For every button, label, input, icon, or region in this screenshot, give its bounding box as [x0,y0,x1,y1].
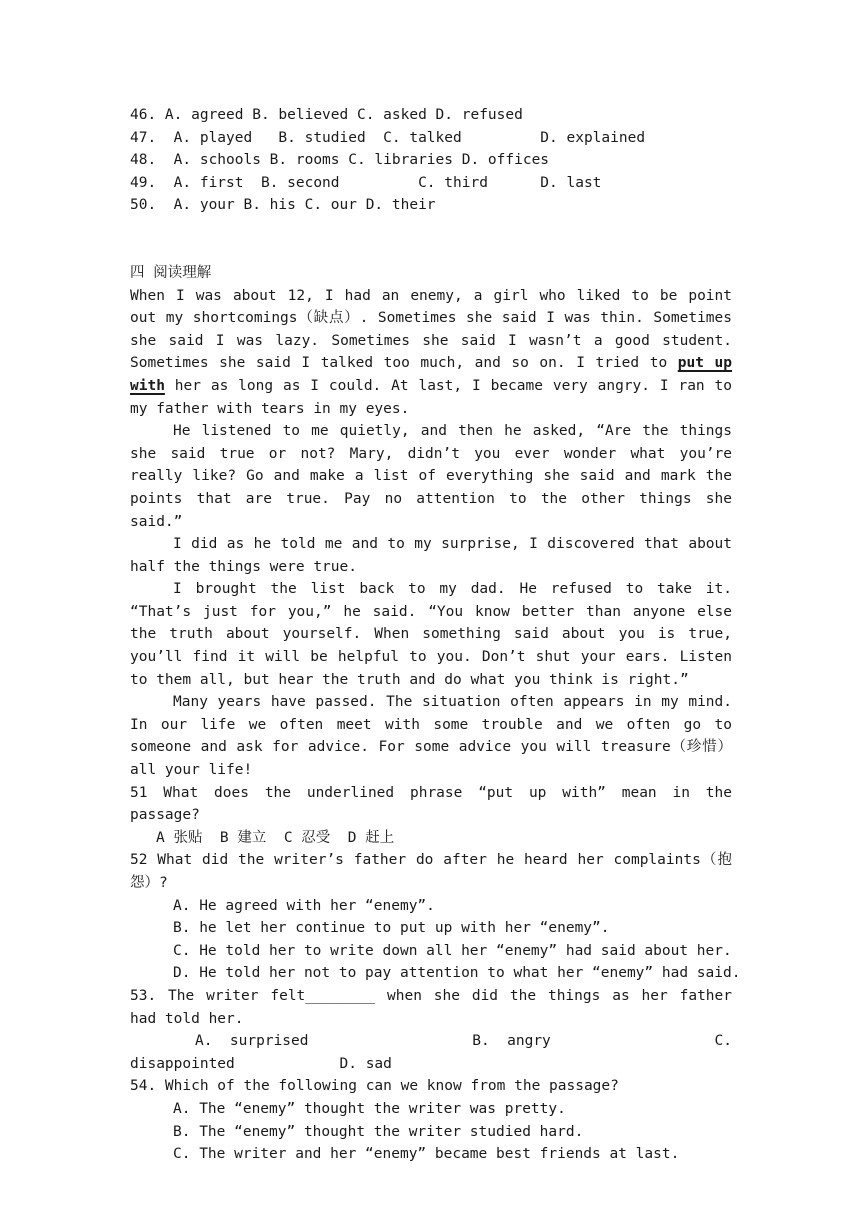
cloze-option-49: 49. A. first B. second C. third D. last [130,174,602,191]
option-c: C. The writer and her “enemy” became best friends at last. [173,1146,680,1163]
question-51 [130,782,732,850]
exam-page [130,104,741,1166]
passage-text: When I was about 12, I had an enemy, a girl who liked to be point out my shortcomings（缺点）. Sometimes she said I was thin. Sometimes she said I was lazy. Sometimes she said I wasn’t a good student. Sometimes she said I talked too much, and so on. I tried to [130,287,732,372]
option-b: B. he let her continue to put up with her “enemy”. [173,920,610,937]
question-options-row [130,1030,732,1053]
passage-paragraph-1 [130,285,732,421]
option-b: B. angry [472,1033,551,1050]
option-a: A. surprised [195,1033,309,1050]
underlined-phrase: put up with [130,355,732,394]
passage-text: her as long as I could. At last, I became very angry. I ran to my father with tears in my eyes. [130,377,732,417]
section-title: 四 阅读理解 [130,264,212,281]
option-c: C. [714,1033,732,1050]
passage-paragraph-3: I did as he told me and to my surprise, I discovered that about half the things were true. [130,536,732,575]
option-a: A. He agreed with her “enemy”. [173,897,435,914]
reading-passage [130,285,732,782]
passage-paragraph-2: He listened to me quietly, and then he asked, “Are the things she said true or not? Mary, didn’t you ever wonder what you’re really like? Go and make a list of everything she said and mark the points that are true. Pay no attention to the other things she said.” [130,423,732,530]
question-stem: 51 What does the underlined phrase “put up with” mean in the passage? [130,784,732,824]
cloze-option-50: 50. A. your B. his C. our D. their [130,197,436,214]
question-stem: 54. Which of the following can we know from the passage? [130,1078,619,1095]
cloze-option-46: 46. A. agreed B. believed C. asked D. refused [130,107,523,123]
question-stem: 52 What did the writer’s father do after he heard her complaints（抱怨）? [130,852,732,891]
option-b: B. The “enemy” thought the writer studied hard. [173,1123,584,1140]
question-options: A 张贴 B 建立 C 忍受 D 赶上 [156,829,395,846]
cloze-option-47: 47. A. played B. studied C. talked D. explained [130,129,646,146]
question-stem: 53. The writer felt________ when she did the things as her father had told her. [130,987,732,1027]
option-a: A. The “enemy” thought the writer was pretty. [173,1100,566,1117]
passage-paragraph-5: Many years have passed. The situation often appears in my mind. In our life we often meet with some trouble and we often go to someone and ask for advice. For some advice you will treasure（珍惜） all your life! [130,694,732,779]
option-c: C. He told her to write down all her “enemy” had said about her. [173,942,732,959]
cloze-option-48: 48. A. schools B. rooms C. libraries D. offices [130,152,550,169]
question-52 [130,849,741,985]
question-54 [130,1075,732,1165]
option-d: D. He told her not to pay attention to what her “enemy” had said. [173,965,741,982]
passage-paragraph-4: I brought the list back to my dad. He refused to take it. “That’s just for you,” he said. “You know better than anyone else the truth about yourself. When something said about you is true, you’ll find it will be helpful to you. Don’t shut your ears. Listen to them all, but hear the truth and do what you think is right.” [130,581,732,688]
question-53 [130,985,732,1075]
cloze-options [130,104,732,217]
spacer [130,217,732,262]
option-continuation: disappointed D. sad [130,1055,392,1072]
